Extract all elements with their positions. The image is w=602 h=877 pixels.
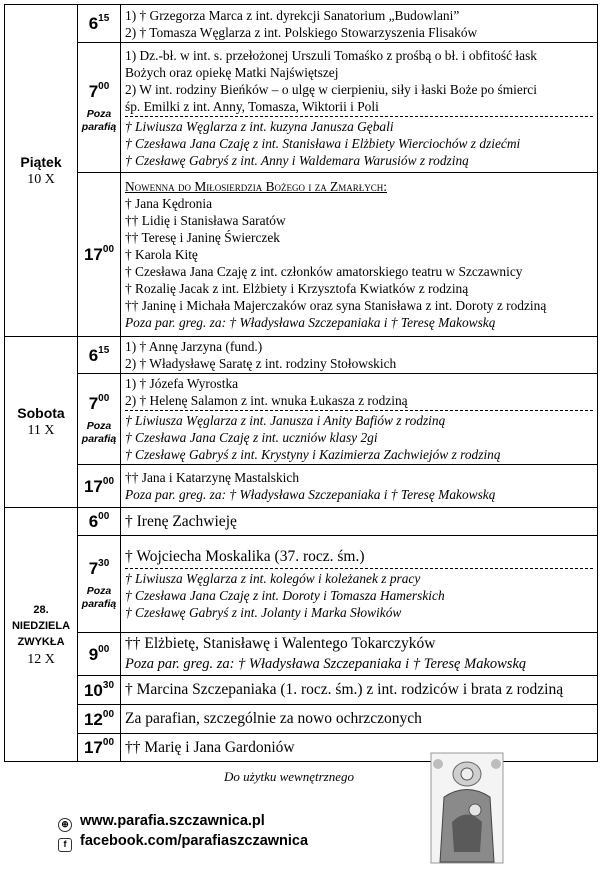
intention-text: † Czesława Jana Czaję z int. uczniów klasy 2gi: [125, 430, 378, 445]
intention-line: [125, 570, 593, 587]
mass-minutes: 00: [102, 708, 115, 720]
intention-text: † Liwiusza Węglarza z int. Janusza i Anity Bafiów z rodziną: [125, 413, 446, 428]
intentions-cell: [121, 633, 598, 676]
mass-time: [78, 676, 121, 705]
mass-schedule-table: [4, 4, 598, 762]
intention-line: [125, 280, 593, 297]
mass-time: [78, 374, 121, 465]
outside-parish-label: Poza parafią: [81, 419, 117, 445]
intention-text: † Czesławę Gabryś z int. Jolanty i Marka Słowików: [125, 605, 402, 620]
mass-minutes: 15: [98, 344, 110, 356]
mass-hour: 10: [83, 680, 103, 700]
intention-text: † Jana Kędronia: [125, 196, 213, 211]
intentions-cell: [121, 734, 598, 762]
mass-minutes: 30: [98, 557, 110, 569]
mass-time: [78, 536, 121, 633]
novena-heading: [125, 178, 593, 195]
day-cell: [5, 508, 78, 762]
mass-minutes: 00: [102, 244, 115, 255]
mass-time: [78, 173, 121, 337]
intention-text: † Liwiusza Węglarza z int. kolegów i koleżanek z pracy: [125, 571, 421, 586]
intention-line: [125, 446, 593, 463]
mass-row: [5, 508, 598, 536]
outside-parish-label: Poza parafią: [81, 108, 117, 133]
day-name: Piątek: [20, 153, 62, 170]
intention-line: [125, 7, 593, 24]
facebook-icon: f: [58, 838, 72, 852]
mass-hour: 7: [88, 558, 99, 578]
mass-hour: 6: [88, 512, 99, 531]
website-link[interactable]: [58, 813, 265, 832]
mass-row: [5, 734, 598, 762]
intentions-cell: [121, 43, 598, 173]
intention-text: 2) † Tomasza Węglarza z int. Polskiego Stowarzyszenia Flisaków: [125, 24, 478, 40]
intention-line: [125, 98, 593, 115]
internal-use-note: Do użytku wewnętrznego: [224, 769, 354, 784]
intention-line: [125, 604, 593, 621]
mass-time: [78, 508, 121, 536]
mass-row: [5, 705, 598, 734]
intention-line: [125, 709, 593, 729]
intention-text: † Czesławę Gabryś z int. Krystyny i Kazimierza Zachwiejów z rodziną: [125, 447, 501, 462]
dashed-separator: [125, 568, 593, 569]
intention-line: [125, 246, 593, 263]
mass-row: [5, 536, 598, 633]
intention-text: † Czesławę Gabryś z int. Anny i Waldemara Warusiów z rodziną: [125, 152, 469, 168]
intention-line: [125, 135, 593, 152]
mass-hour: 17: [83, 245, 103, 264]
intention-text: †† Teresę i Janinę Świerczek: [125, 230, 280, 245]
mass-row: [5, 43, 598, 173]
dashed-separator: [125, 116, 593, 117]
facebook-text[interactable]: facebook.com/parafiaszczawnica: [80, 833, 309, 849]
mass-row: [5, 337, 598, 374]
intention-line: [125, 297, 593, 314]
mass-hour: 9: [88, 644, 99, 664]
intention-line: [125, 512, 593, 532]
mass-hour: 7: [88, 393, 99, 413]
day-date: 12 X: [27, 651, 55, 667]
mass-row: [5, 173, 598, 337]
intention-text: 1) † Annę Jarzyna (fund.): [125, 339, 263, 354]
intention-text: Poza par. greg. za: † Władysława Szczepaniaka i † Teresę Makowską: [125, 656, 527, 672]
intention-line: [125, 338, 593, 355]
intention-line: [125, 587, 593, 604]
intention-line: [125, 738, 593, 758]
intention-text: †† Lidię i Stanisława Saratów: [125, 213, 286, 228]
intentions-cell: [121, 705, 598, 734]
intentions-cell: [121, 465, 598, 508]
intentions-cell: [121, 508, 598, 536]
globe-icon: ⊕: [58, 818, 72, 832]
intention-text: śp. Emilki z int. Anny, Tomasza, Wiktorii i Poli: [125, 98, 379, 114]
intention-text: Poza par. greg. za: † Władysława Szczepaniaka i † Teresę Makowską: [125, 315, 496, 330]
website-text[interactable]: www.parafia.szczawnica.pl: [80, 813, 265, 829]
mass-row: [5, 633, 598, 676]
mass-minutes: 00: [98, 511, 110, 522]
intention-text: † Karola Kitę: [125, 247, 198, 262]
intention-text: † Rozalię Jacak z int. Elżbiety i Krzysztofa Kwiatków z rodziną: [125, 281, 469, 296]
intentions-cell: [121, 337, 598, 374]
intention-text: 2) † Władysławę Saratę z int. rodziny Stołowskich: [125, 356, 397, 371]
intention-text: † Irenę Zachwieję: [125, 512, 237, 530]
day-name: 28. NIEDZIELA ZWYKŁA: [11, 603, 71, 648]
day-date: 11 X: [27, 423, 55, 438]
intention-line: [125, 47, 593, 64]
intention-line: [125, 229, 593, 246]
intention-line: [125, 680, 593, 700]
intention-line: [125, 24, 593, 41]
intention-line: [125, 118, 593, 135]
mass-time: [78, 705, 121, 734]
intention-line: [125, 195, 593, 212]
intention-text: Poza par. greg. za: † Władysława Szczepaniaka i † Teresę Makowską: [125, 487, 496, 502]
mass-minutes: 15: [98, 13, 110, 24]
mass-minutes: 00: [98, 643, 110, 655]
intention-text: 2) W int. rodziny Bieńków – o ulgę w cierpieniu, siły i łaski Boże po śmierci: [125, 81, 537, 97]
day-cell: [5, 337, 78, 508]
facebook-link[interactable]: [58, 833, 308, 852]
intention-line: [125, 654, 593, 674]
intention-text: 1) Dz.-bł. w int. s. przełożonej Urszuli Tomaśko z prośbą o bł. i obfitość łask: [125, 47, 537, 63]
intention-text: † Marcina Szczepaniaka (1. rocz. śm.) z int. rodziców i brata z rodziną: [125, 681, 564, 698]
intentions-cell: [121, 374, 598, 465]
intention-line: [125, 375, 593, 392]
mass-hour: 6: [88, 345, 99, 365]
mass-time: [78, 43, 121, 173]
mass-minutes: 00: [98, 392, 110, 404]
intention-line: [125, 64, 593, 81]
mass-minutes: 00: [98, 81, 110, 92]
mass-time: [78, 734, 121, 762]
mass-hour: 6: [88, 14, 99, 33]
intention-text: † Czesława Jana Czaję z int. Stanisława i Elżbiety Wierciochów z dziećmi: [125, 135, 521, 151]
mass-time: [78, 633, 121, 676]
mass-minutes: 00: [102, 475, 115, 487]
mass-row: [5, 374, 598, 465]
intention-line: [125, 429, 593, 446]
intention-text: † Czesława Jana Czaję z int. członków amatorskiego teatru w Szczawnicy: [125, 264, 523, 279]
intention-text: 2) † Helenę Salamon z int. wnuka Łukasza z rodziną: [125, 393, 408, 408]
intention-text: †† Janinę i Michała Majerczaków oraz syna Stanisława z int. Doroty z rodziną: [125, 298, 547, 313]
intentions-cell: [121, 5, 598, 43]
intention-text: †† Jana i Katarzynę Mastalskich: [125, 470, 300, 485]
intention-text: † Liwiusza Węglarza z int. kuzyna Janusza Gębali: [125, 118, 394, 134]
intention-text: †† Elżbietę, Stanisławę i Walentego Tokarczyków: [125, 635, 436, 652]
intention-text: † Czesława Jana Czaję z int. Doroty i Tomasza Hamerskich: [125, 588, 445, 603]
mass-row: [5, 5, 598, 43]
icon-image: [430, 752, 504, 864]
mass-time: [78, 465, 121, 508]
intention-text: † Wojciecha Moskalika (37. rocz. śm.): [125, 548, 365, 565]
intentions-cell: [121, 676, 598, 705]
intention-line: [125, 547, 593, 567]
intention-text: Nowenna do Miłosierdzia Bożego i za Zmarłych:: [125, 179, 387, 194]
mass-time: [78, 5, 121, 43]
mass-hour: 17: [83, 738, 103, 757]
mass-hour: 12: [83, 709, 103, 729]
mass-minutes: 00: [102, 737, 115, 748]
dashed-separator: [125, 410, 593, 411]
mass-time: [78, 337, 121, 374]
intentions-cell: [121, 173, 598, 337]
mass-row: [5, 465, 598, 508]
intention-text: 1) † Józefa Wyrostka: [125, 376, 239, 391]
intention-line: [125, 81, 593, 98]
intention-line: [125, 634, 593, 654]
day-cell: [5, 5, 78, 337]
intention-text: 1) † Grzegorza Marca z int. dyrekcji Sanatorium „Budowlani”: [125, 7, 460, 23]
intention-line: [125, 152, 593, 169]
intention-line: [125, 263, 593, 280]
intention-text: Bożych oraz opiekę Matki Najświętszej: [125, 64, 339, 80]
intention-text: †† Marię i Jana Gardoniów: [125, 738, 295, 756]
intentions-cell: [121, 536, 598, 633]
intention-text: Za parafian, szczególnie za nowo ochrzczonych: [125, 710, 422, 727]
intention-line: [125, 355, 593, 372]
intention-line: [125, 314, 593, 331]
mass-hour: 7: [88, 82, 99, 101]
day-date: 10 X: [27, 171, 55, 187]
mass-row: [5, 676, 598, 705]
mass-minutes: 30: [102, 679, 115, 691]
intention-line: [125, 392, 593, 409]
intention-line: [125, 212, 593, 229]
intention-line: [125, 486, 593, 503]
mass-hour: 17: [83, 476, 103, 496]
intention-line: [125, 412, 593, 429]
intention-line: [125, 469, 593, 486]
day-name: Sobota: [17, 405, 65, 421]
outside-parish-label: Poza parafią: [81, 584, 117, 610]
